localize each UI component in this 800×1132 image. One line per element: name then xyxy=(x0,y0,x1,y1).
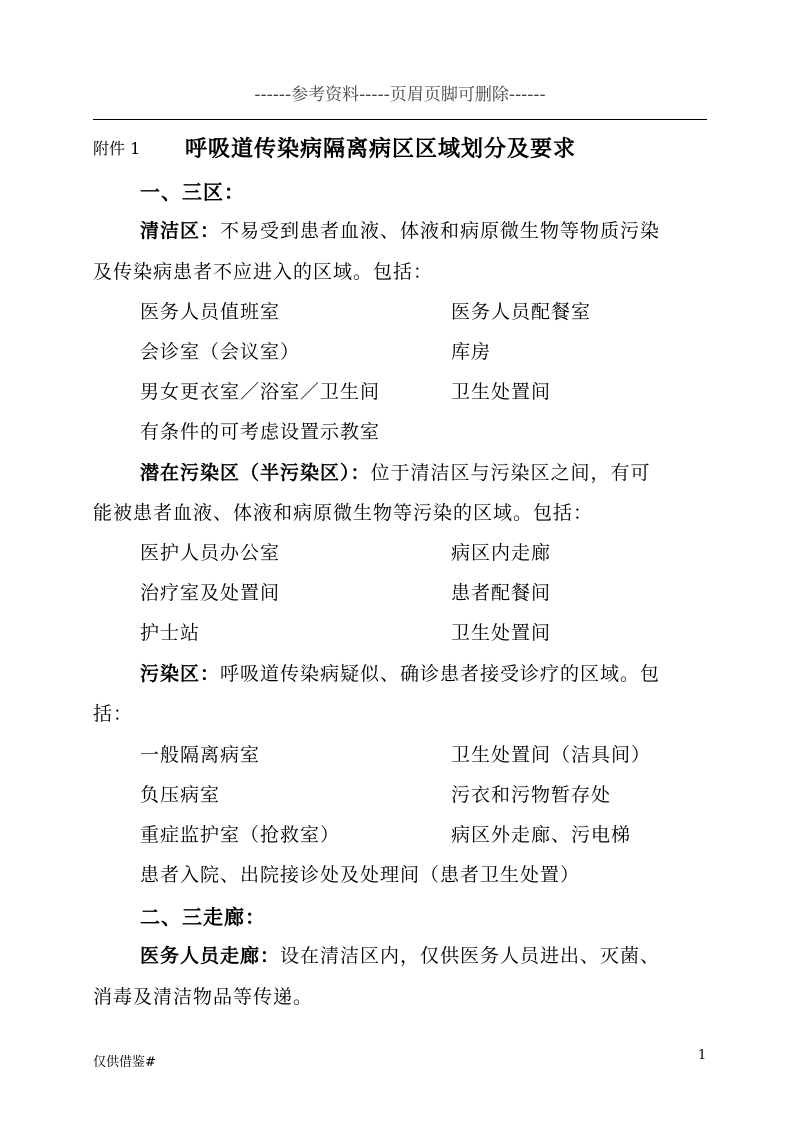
list-item: 负压病室 xyxy=(140,784,221,806)
contaminated-zone-extra: 患者入院、出院接诊处及处理间（患者卫生处置） xyxy=(140,864,581,886)
list-item: 病区内走廊 xyxy=(451,542,552,564)
list-item: 医护人员办公室 xyxy=(140,542,281,564)
staff-corridor-label: 医务人员走廊： xyxy=(140,945,281,967)
list-item: 医务人员值班室 xyxy=(140,301,281,323)
clean-zone-desc-1: 不易受到患者血液、体液和病原微生物等物质污染 xyxy=(220,220,661,242)
list-item: 库房 xyxy=(451,341,492,363)
list-item: 重症监护室（抢救室） xyxy=(140,824,341,846)
footer-note: 仅供借鉴# xyxy=(93,1055,156,1070)
list-item: 卫生处置间 xyxy=(451,622,552,644)
list-item: 病区外走廊、污电梯 xyxy=(451,824,632,846)
list-item: 卫生处置间（洁具间） xyxy=(451,744,652,766)
contaminated-zone-desc-2: 括： xyxy=(93,703,134,725)
contaminated-zone-label: 污染区： xyxy=(140,663,221,685)
list-item: 会诊室（会议室） xyxy=(140,341,301,363)
page-header: ------参考资料-----页眉页脚可删除------ xyxy=(254,85,546,105)
list-item: 污衣和污物暂存处 xyxy=(451,784,612,806)
list-item: 治疗室及处置间 xyxy=(140,582,281,604)
staff-corridor-desc-1: 设在清洁区内，仅供医务人员进出、灭菌、 xyxy=(280,945,661,967)
contaminated-zone-paragraph-line1 xyxy=(140,659,660,686)
semi-zone-desc-2: 能被患者血液、体液和病原微生物等污染的区域。包括： xyxy=(93,502,594,524)
clean-zone-paragraph-line1 xyxy=(140,216,660,243)
section-heading-three-corridors: 二、三走廊： xyxy=(140,905,266,929)
list-item: 卫生处置间 xyxy=(451,381,552,403)
document-title: 呼吸道传染病隔离病区区域划分及要求 xyxy=(185,136,577,162)
semi-zone-desc-1: 位于清洁区与污染区之间，有可 xyxy=(370,462,651,484)
clean-zone-desc-2: 及传染病患者不应进入的区域。包括： xyxy=(93,261,434,283)
header-rule xyxy=(93,119,707,120)
list-item: 医务人员配餐室 xyxy=(451,301,592,323)
staff-corridor-paragraph-line1 xyxy=(140,941,660,968)
contaminated-zone-desc-1: 呼吸道传染病疑似、确诊患者接受诊疗的区域。包 xyxy=(220,663,661,685)
staff-corridor-desc-2: 消毒及清洁物品等传递。 xyxy=(93,986,314,1008)
page-number: 1 xyxy=(698,1048,707,1063)
title-row xyxy=(93,132,707,162)
semi-zone-paragraph-line1 xyxy=(140,458,651,485)
clean-zone-extra: 有条件的可考虑设置示教室 xyxy=(140,421,381,443)
list-item: 男女更衣室／浴室／卫生间 xyxy=(140,381,381,403)
list-item: 一般隔离病室 xyxy=(140,744,261,766)
section-heading-three-zones: 一、三区： xyxy=(140,180,245,204)
list-item: 患者配餐间 xyxy=(451,582,552,604)
attachment-label: 附件 1 xyxy=(93,139,141,158)
semi-zone-label: 潜在污染区（半污染区）： xyxy=(140,462,371,484)
clean-zone-label: 清洁区： xyxy=(140,220,221,242)
list-item: 护士站 xyxy=(140,622,201,644)
